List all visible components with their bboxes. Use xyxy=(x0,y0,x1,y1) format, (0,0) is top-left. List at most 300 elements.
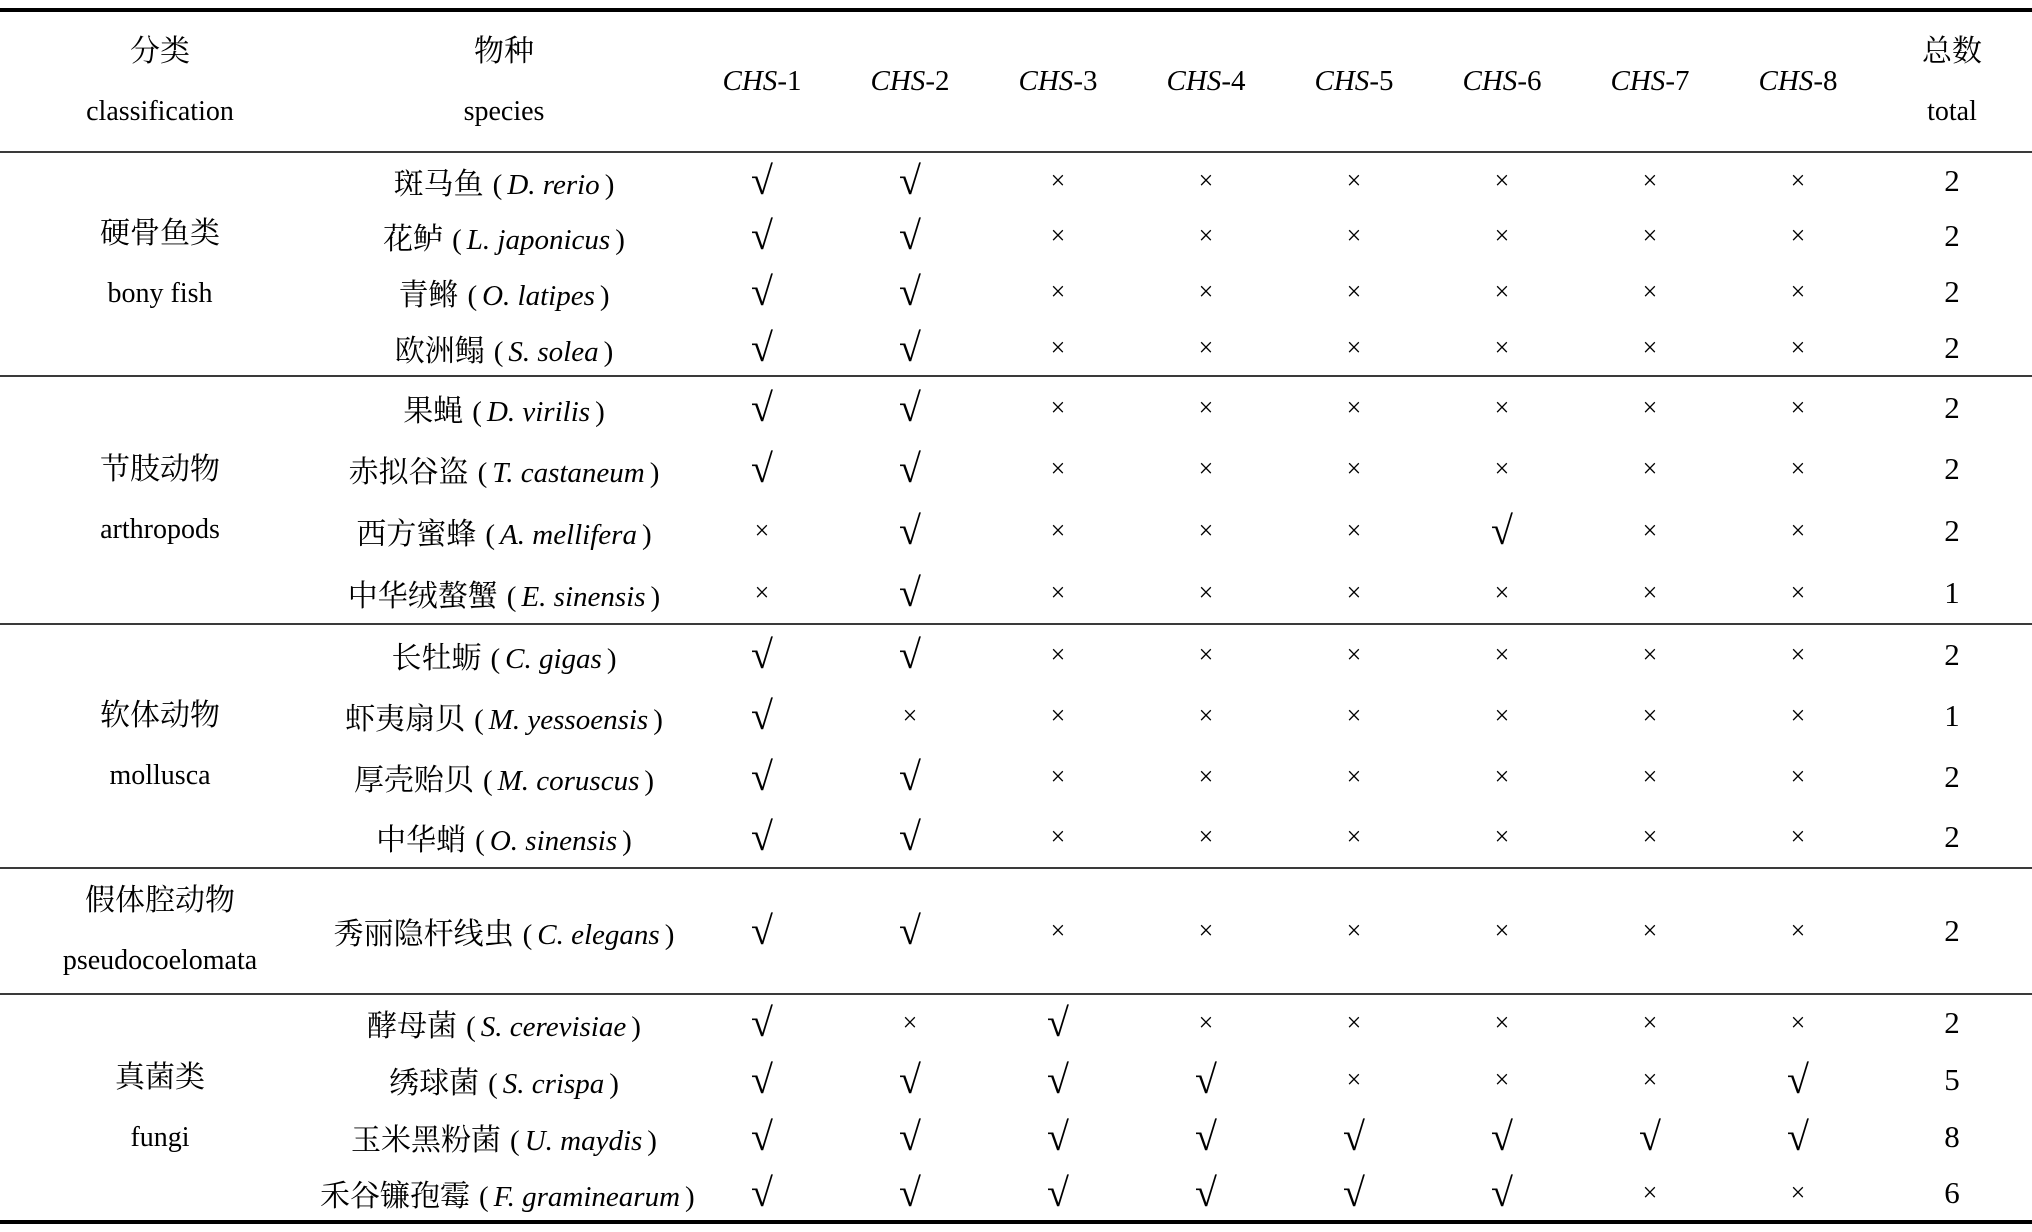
mark-cell-chs-7 xyxy=(1576,376,1724,438)
mark-cell-chs-4 xyxy=(1132,500,1280,562)
species-cell xyxy=(320,1108,688,1165)
total-cell xyxy=(1872,376,2032,438)
mark-cell-chs-7 xyxy=(1576,624,1724,685)
col-header-chs-5 xyxy=(1280,10,1428,152)
total-cell xyxy=(1872,320,2032,376)
mark-cell-chs-7 xyxy=(1576,994,1724,1051)
total-value: 2 xyxy=(1944,819,1960,854)
paren-close: ) xyxy=(653,703,663,736)
mark-cell-chs-8 xyxy=(1724,320,1872,376)
check-mark: √ xyxy=(899,753,921,799)
check-mark: √ xyxy=(1047,1000,1069,1045)
chs-label-prefix: CHS xyxy=(1314,65,1370,97)
mark-cell-chs-3 xyxy=(984,208,1132,264)
mark-cell-chs-5 xyxy=(1280,1165,1428,1222)
species-cell xyxy=(320,264,688,320)
mark-cell-chs-3 xyxy=(984,438,1132,500)
species-name-latin: S. cerevisiae xyxy=(480,1011,627,1043)
mark-cell-chs-4 xyxy=(1132,152,1280,208)
species-cell xyxy=(320,868,688,994)
species-name-latin: E. sinensis xyxy=(521,580,646,613)
cross-mark: × xyxy=(1494,454,1510,483)
cross-mark: × xyxy=(1790,165,1806,195)
paren-open: ( xyxy=(485,519,496,551)
mark-cell-chs-5 xyxy=(1280,994,1428,1051)
check-mark: √ xyxy=(751,157,773,203)
mark-cell-chs-8 xyxy=(1724,264,1872,320)
cross-mark: × xyxy=(1642,332,1658,362)
mark-cell-chs-7 xyxy=(1576,1051,1724,1108)
check-mark: √ xyxy=(899,1056,921,1102)
cross-mark: × xyxy=(1050,761,1066,791)
mark-cell-chs-1 xyxy=(688,208,836,264)
mark-cell-chs-8 xyxy=(1724,1108,1872,1165)
chs-column-label xyxy=(1315,65,1394,97)
cross-mark: × xyxy=(1346,916,1362,945)
col-header-chs-3 xyxy=(984,10,1132,152)
check-mark: √ xyxy=(751,269,773,314)
mark-cell-chs-4 xyxy=(1132,320,1280,376)
col-header-chs-1 xyxy=(688,10,836,152)
mark-cell-chs-8 xyxy=(1724,994,1872,1051)
table-row xyxy=(0,376,2032,438)
total-value: 2 xyxy=(1944,274,1960,309)
paren-open: ( xyxy=(506,580,517,613)
species-name-cn: 青鳉 xyxy=(398,279,459,312)
species-name-cn: 花鲈 xyxy=(383,223,444,256)
paren-close: ) xyxy=(595,395,605,428)
classification-name-en: bony fish xyxy=(107,278,213,309)
total-cell xyxy=(1872,562,2032,624)
paren-close: ) xyxy=(606,643,617,675)
check-mark: √ xyxy=(751,814,773,859)
species-name-latin: S. crispa xyxy=(502,1067,605,1100)
col-header-chs-4 xyxy=(1132,10,1280,152)
mark-cell-chs-4 xyxy=(1132,208,1280,264)
mark-cell-chs-2 xyxy=(836,320,984,376)
total-value: 2 xyxy=(1944,329,1960,365)
paren-open: ( xyxy=(477,457,488,489)
cross-mark: × xyxy=(902,1008,918,1037)
col-header-species xyxy=(320,10,688,152)
cross-mark: × xyxy=(1050,221,1066,250)
cross-mark: × xyxy=(1642,916,1658,945)
check-mark: √ xyxy=(1343,1113,1365,1159)
cross-mark: × xyxy=(1346,165,1362,195)
classification-cell xyxy=(0,152,320,376)
cross-mark: × xyxy=(1642,761,1658,791)
species-name-cn: 中华绒螯蟹 xyxy=(347,579,498,613)
mark-cell-chs-2 xyxy=(836,1165,984,1222)
mark-cell-chs-4 xyxy=(1132,624,1280,685)
mark-cell-chs-4 xyxy=(1132,1108,1280,1165)
check-mark: √ xyxy=(899,508,921,553)
cross-mark: × xyxy=(1198,454,1214,483)
mark-cell-chs-2 xyxy=(836,562,984,624)
mark-cell-chs-5 xyxy=(1280,685,1428,746)
mark-cell-chs-7 xyxy=(1576,1165,1724,1222)
cross-mark: × xyxy=(1790,700,1806,730)
cross-mark: × xyxy=(1494,1064,1510,1094)
classification-name-en: pseudocoelomata xyxy=(62,945,258,976)
mark-cell-chs-1 xyxy=(688,685,836,746)
mark-cell-chs-1 xyxy=(688,500,836,562)
species-cell xyxy=(320,152,688,208)
species-name-cn: 赤拟谷盗 xyxy=(348,456,469,489)
cross-mark: × xyxy=(1494,700,1510,730)
cross-mark: × xyxy=(1198,640,1214,669)
cross-mark: × xyxy=(1494,761,1510,791)
chs-column-label xyxy=(1167,65,1246,97)
species-name-cn: 斑马鱼 xyxy=(393,167,484,201)
paren-open: ( xyxy=(479,1180,489,1213)
chs-column-label xyxy=(723,65,802,97)
species-name-latin: M. coruscus xyxy=(497,764,640,797)
classification-name-en: fungi xyxy=(130,1121,190,1153)
paren-open: ( xyxy=(493,335,504,368)
cross-mark: × xyxy=(1790,516,1806,545)
species-name-cn: 西方蜜蜂 xyxy=(356,518,477,551)
mark-cell-chs-4 xyxy=(1132,264,1280,320)
mark-cell-chs-6 xyxy=(1428,868,1576,994)
check-mark: √ xyxy=(1195,1169,1217,1215)
mark-cell-chs-8 xyxy=(1724,685,1872,746)
mark-cell-chs-7 xyxy=(1576,500,1724,562)
check-mark: √ xyxy=(899,446,921,491)
header-total-cn: 总数 xyxy=(1922,34,1982,68)
check-mark: √ xyxy=(899,814,921,859)
cross-mark: × xyxy=(1346,761,1362,791)
check-mark: √ xyxy=(899,324,921,370)
cross-mark: × xyxy=(1198,700,1214,730)
cross-mark: × xyxy=(1790,640,1806,669)
mark-cell-chs-2 xyxy=(836,500,984,562)
check-mark: √ xyxy=(1195,1113,1217,1159)
chs-label-suffix: -8 xyxy=(1813,65,1838,97)
paren-close: ) xyxy=(664,919,675,951)
chs-label-suffix: -5 xyxy=(1369,65,1394,97)
cross-mark: × xyxy=(1790,277,1806,306)
table-row xyxy=(0,624,2032,685)
col-header-chs-7 xyxy=(1576,10,1724,152)
mark-cell-chs-6 xyxy=(1428,807,1576,868)
cross-mark: × xyxy=(1198,221,1214,250)
check-mark: √ xyxy=(899,908,921,953)
species-cell xyxy=(320,376,688,438)
mark-cell-chs-4 xyxy=(1132,994,1280,1051)
cross-mark: × xyxy=(1346,392,1362,422)
mark-cell-chs-1 xyxy=(688,1051,836,1108)
mark-cell-chs-4 xyxy=(1132,868,1280,994)
cross-mark: × xyxy=(1050,454,1066,483)
mark-cell-chs-2 xyxy=(836,264,984,320)
table-row xyxy=(0,152,2032,208)
species-name-cn: 玉米黑粉菌 xyxy=(351,1123,502,1157)
cross-mark: × xyxy=(1790,332,1806,362)
chs-label-suffix: -1 xyxy=(777,65,802,97)
mark-cell-chs-8 xyxy=(1724,438,1872,500)
chs-label-prefix: CHS xyxy=(1166,65,1222,97)
cross-mark: × xyxy=(1642,822,1658,851)
mark-cell-chs-3 xyxy=(984,1051,1132,1108)
total-cell xyxy=(1872,994,2032,1051)
paren-close: ) xyxy=(599,280,610,312)
mark-cell-chs-6 xyxy=(1428,208,1576,264)
cross-mark: × xyxy=(1050,332,1066,362)
mark-cell-chs-5 xyxy=(1280,208,1428,264)
check-mark: √ xyxy=(899,213,921,258)
mark-cell-chs-4 xyxy=(1132,376,1280,438)
mark-cell-chs-2 xyxy=(836,376,984,438)
species-name-cn: 长牡蛎 xyxy=(391,642,482,675)
classification-cell xyxy=(0,994,320,1222)
cross-mark: × xyxy=(1346,1064,1362,1094)
mark-cell-chs-3 xyxy=(984,376,1132,438)
check-mark: √ xyxy=(1491,1169,1513,1215)
classification-name-cn: 硬骨鱼类 xyxy=(100,217,220,250)
cross-mark: × xyxy=(1494,640,1510,669)
mark-cell-chs-2 xyxy=(836,746,984,807)
mark-cell-chs-4 xyxy=(1132,685,1280,746)
chs-label-prefix: CHS xyxy=(1462,65,1518,97)
mark-cell-chs-3 xyxy=(984,152,1132,208)
mark-cell-chs-3 xyxy=(984,685,1132,746)
mark-cell-chs-6 xyxy=(1428,1108,1576,1165)
mark-cell-chs-1 xyxy=(688,746,836,807)
cross-mark: × xyxy=(1346,332,1362,362)
mark-cell-chs-2 xyxy=(836,807,984,868)
cross-mark: × xyxy=(1642,516,1658,545)
species-name-latin: L. japonicus xyxy=(466,224,611,256)
mark-cell-chs-4 xyxy=(1132,746,1280,807)
species-name-latin: T. castaneum xyxy=(492,457,645,489)
total-value: 6 xyxy=(1944,1174,1960,1210)
paren-close: ) xyxy=(641,519,652,551)
paren-close: ) xyxy=(609,1067,619,1100)
header-species-en: species xyxy=(463,95,545,127)
header-total-en: total xyxy=(1927,95,1977,127)
mark-cell-chs-5 xyxy=(1280,1051,1428,1108)
check-mark: √ xyxy=(899,632,921,677)
mark-cell-chs-5 xyxy=(1280,152,1428,208)
total-value: 2 xyxy=(1944,758,1960,794)
paren-close: ) xyxy=(604,168,615,201)
paren-close: ) xyxy=(650,580,661,613)
species-cell xyxy=(320,500,688,562)
cross-mark: × xyxy=(754,577,770,607)
paren-open: ( xyxy=(490,643,501,675)
total-cell xyxy=(1872,264,2032,320)
paren-close: ) xyxy=(649,457,660,489)
total-value: 1 xyxy=(1944,574,1960,610)
cross-mark: × xyxy=(1346,577,1362,607)
mark-cell-chs-8 xyxy=(1724,1051,1872,1108)
species-cell xyxy=(320,746,688,807)
classification-name-en: arthropods xyxy=(100,514,220,545)
mark-cell-chs-1 xyxy=(688,868,836,994)
mark-cell-chs-6 xyxy=(1428,994,1576,1051)
mark-cell-chs-8 xyxy=(1724,807,1872,868)
paren-open: ( xyxy=(467,280,478,312)
cross-mark: × xyxy=(1790,221,1806,250)
cross-mark: × xyxy=(1642,392,1658,422)
chs-column-label xyxy=(1019,65,1098,97)
check-mark: √ xyxy=(751,213,773,258)
cross-mark: × xyxy=(1346,277,1362,306)
species-name-latin: F. graminearum xyxy=(493,1180,681,1213)
table-row xyxy=(0,994,2032,1051)
species-cell xyxy=(320,438,688,500)
check-mark: √ xyxy=(1047,1113,1069,1159)
cross-mark: × xyxy=(1790,822,1806,851)
check-mark: √ xyxy=(1047,1056,1069,1102)
check-mark: √ xyxy=(751,1113,773,1159)
total-value: 2 xyxy=(1944,451,1960,486)
species-name-cn: 禾谷镰孢霉 xyxy=(320,1179,470,1213)
header-row xyxy=(0,10,2032,152)
cross-mark: × xyxy=(1642,1064,1658,1094)
species-name-latin: D. virilis xyxy=(486,395,591,428)
total-value: 2 xyxy=(1944,513,1960,548)
classification-name-cn: 假体腔动物 xyxy=(85,884,235,917)
classification-cell xyxy=(0,868,320,994)
cross-mark: × xyxy=(1198,1008,1214,1037)
species-name-latin: S. solea xyxy=(508,335,599,368)
paren-close: ) xyxy=(647,1124,657,1157)
mark-cell-chs-1 xyxy=(688,807,836,868)
classification-cell xyxy=(0,376,320,624)
mark-cell-chs-7 xyxy=(1576,868,1724,994)
paren-open: ( xyxy=(452,224,462,256)
cross-mark: × xyxy=(1050,516,1066,545)
mark-cell-chs-2 xyxy=(836,208,984,264)
paren-open: ( xyxy=(472,395,482,428)
mark-cell-chs-2 xyxy=(836,1051,984,1108)
classification-name-en: mollusca xyxy=(109,760,211,791)
check-mark: √ xyxy=(751,324,773,370)
total-value: 8 xyxy=(1944,1118,1960,1154)
mark-cell-chs-8 xyxy=(1724,868,1872,994)
mark-cell-chs-2 xyxy=(836,152,984,208)
classification-cell xyxy=(0,624,320,868)
chs-label-suffix: -7 xyxy=(1665,65,1690,97)
total-cell xyxy=(1872,500,2032,562)
mark-cell-chs-5 xyxy=(1280,1108,1428,1165)
total-value: 2 xyxy=(1944,389,1960,425)
mark-cell-chs-3 xyxy=(984,1165,1132,1222)
mark-cell-chs-7 xyxy=(1576,1108,1724,1165)
mark-cell-chs-8 xyxy=(1724,500,1872,562)
mark-cell-chs-7 xyxy=(1576,685,1724,746)
total-cell xyxy=(1872,807,2032,868)
chs-column-label xyxy=(871,65,950,97)
paren-open: ( xyxy=(475,825,485,857)
chs-column-label xyxy=(1611,65,1690,97)
mark-cell-chs-4 xyxy=(1132,438,1280,500)
species-cell xyxy=(320,562,688,624)
check-mark: √ xyxy=(751,384,773,430)
species-name-cn: 中华蛸 xyxy=(376,824,467,857)
check-mark: √ xyxy=(751,692,773,738)
mark-cell-chs-3 xyxy=(984,994,1132,1051)
chs-label-suffix: -3 xyxy=(1073,65,1098,97)
cross-mark: × xyxy=(1346,1008,1362,1037)
mark-cell-chs-6 xyxy=(1428,264,1576,320)
check-mark: √ xyxy=(1491,1113,1513,1159)
check-mark: √ xyxy=(899,569,921,615)
col-header-chs-8 xyxy=(1724,10,1872,152)
mark-cell-chs-5 xyxy=(1280,264,1428,320)
total-value: 2 xyxy=(1944,162,1960,198)
total-value: 2 xyxy=(1944,1005,1960,1040)
cross-mark: × xyxy=(1642,454,1658,483)
mark-cell-chs-4 xyxy=(1132,562,1280,624)
chs-label-suffix: -2 xyxy=(925,65,950,97)
mark-cell-chs-4 xyxy=(1132,1051,1280,1108)
mark-cell-chs-6 xyxy=(1428,746,1576,807)
check-mark: √ xyxy=(1787,1113,1809,1159)
cross-mark: × xyxy=(1642,1008,1658,1037)
mark-cell-chs-6 xyxy=(1428,152,1576,208)
cross-mark: × xyxy=(1346,640,1362,669)
cross-mark: × xyxy=(1198,516,1214,545)
cross-mark: × xyxy=(1198,761,1214,791)
cross-mark: × xyxy=(1346,822,1362,851)
classification-name-cn: 软体动物 xyxy=(100,699,220,732)
mark-cell-chs-5 xyxy=(1280,376,1428,438)
total-value: 2 xyxy=(1944,637,1960,672)
chs-label-prefix: CHS xyxy=(870,65,926,97)
cross-mark: × xyxy=(1790,1177,1806,1207)
total-value: 2 xyxy=(1944,218,1960,253)
cross-mark: × xyxy=(1642,577,1658,607)
chs-column-label xyxy=(1759,65,1838,97)
cross-mark: × xyxy=(1790,392,1806,422)
cross-mark: × xyxy=(1494,165,1510,195)
mark-cell-chs-7 xyxy=(1576,264,1724,320)
cross-mark: × xyxy=(1494,822,1510,851)
mark-cell-chs-6 xyxy=(1428,1165,1576,1222)
cross-mark: × xyxy=(1494,221,1510,250)
cross-mark: × xyxy=(1790,916,1806,945)
mark-cell-chs-8 xyxy=(1724,746,1872,807)
mark-cell-chs-3 xyxy=(984,868,1132,994)
mark-cell-chs-1 xyxy=(688,438,836,500)
mark-cell-chs-5 xyxy=(1280,868,1428,994)
total-value: 2 xyxy=(1944,913,1960,948)
total-value: 5 xyxy=(1944,1061,1960,1097)
mark-cell-chs-7 xyxy=(1576,320,1724,376)
cross-mark: × xyxy=(1050,392,1066,422)
mark-cell-chs-3 xyxy=(984,624,1132,685)
check-mark: √ xyxy=(751,1056,773,1102)
species-cell xyxy=(320,320,688,376)
paren-open: ( xyxy=(474,703,484,736)
cross-mark: × xyxy=(1790,577,1806,607)
mark-cell-chs-2 xyxy=(836,868,984,994)
mark-cell-chs-8 xyxy=(1724,562,1872,624)
mark-cell-chs-8 xyxy=(1724,624,1872,685)
paren-open: ( xyxy=(492,168,503,201)
species-cell xyxy=(320,208,688,264)
cross-mark: × xyxy=(1494,916,1510,945)
classification-name-cn: 真菌类 xyxy=(115,1060,205,1094)
check-mark: √ xyxy=(1047,1169,1069,1215)
mark-cell-chs-3 xyxy=(984,320,1132,376)
cross-mark: × xyxy=(1346,700,1362,730)
check-mark: √ xyxy=(1639,1113,1661,1159)
total-cell xyxy=(1872,1108,2032,1165)
